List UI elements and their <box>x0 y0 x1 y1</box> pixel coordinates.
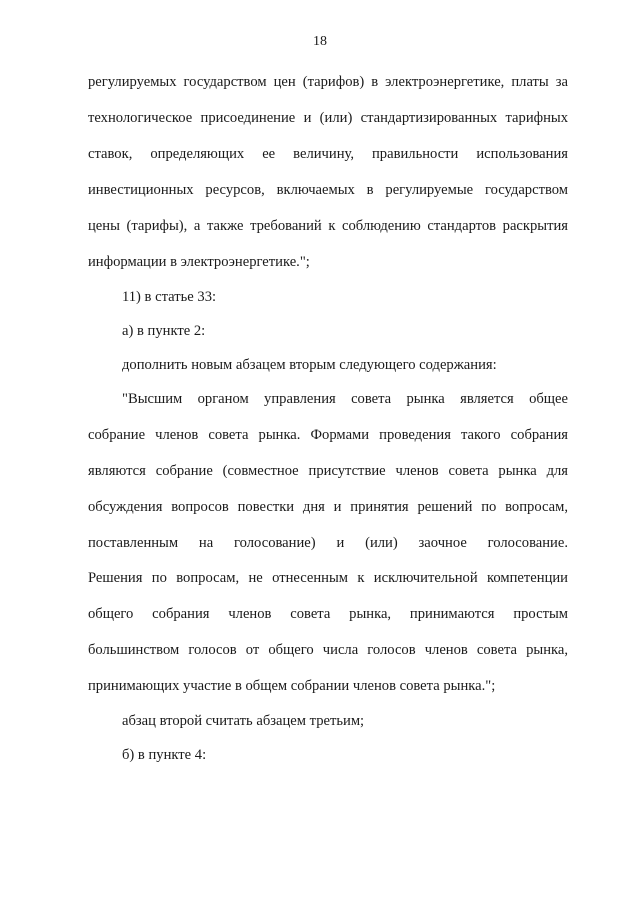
quoted-paragraph-line: являются собрание (совместное присутствие членов совета рынка для <box>88 463 568 479</box>
quoted-paragraph-line: поставленным на голосование) и (или) заочное голосование. <box>88 535 568 551</box>
paragraph-line: цены (тарифы), а также требований к соблюдению стандартов раскрытия <box>88 218 568 234</box>
quoted-paragraph-line: общего собрания членов совета рынка, принимаются простым <box>88 606 568 622</box>
paragraph-line: регулируемых государством цен (тарифов) в электроэнергетике, платы за <box>88 74 568 90</box>
quoted-paragraph-line: "Высшим органом управления совета рынка является общее <box>122 391 568 407</box>
quoted-paragraph-line: обсуждения вопросов повестки дня и принятия решений по вопросам, <box>88 499 568 515</box>
quoted-paragraph-line: принимающих участие в общем собрании членов совета рынка."; <box>88 678 496 694</box>
clause-item: б) в пункте 4: <box>122 747 207 763</box>
paragraph-line: ставок, определяющих ее величину, правильности использования <box>88 146 568 162</box>
paragraph-line: инвестиционных ресурсов, включаемых в регулируемые государством <box>88 182 568 198</box>
instruction-line: дополнить новым абзацем вторым следующего содержания: <box>122 357 497 373</box>
quoted-paragraph-line: собрание членов совета рынка. Формами проведения такого собрания <box>88 427 568 443</box>
article-item: 11) в статье 33: <box>122 289 217 305</box>
paragraph-line: технологическое присоединение и (или) стандартизированных тарифных <box>88 110 568 126</box>
instruction-line: абзац второй считать абзацем третьим; <box>122 713 365 729</box>
clause-item: а) в пункте 2: <box>122 323 206 339</box>
page-number: 18 <box>313 34 327 49</box>
paragraph-line: информации в электроэнергетике."; <box>88 254 310 270</box>
quoted-paragraph-line: Решения по вопросам, не отнесенным к исключительной компетенции <box>88 570 568 586</box>
quoted-paragraph-line: большинством голосов от общего числа голосов членов совета рынка, <box>88 642 568 658</box>
